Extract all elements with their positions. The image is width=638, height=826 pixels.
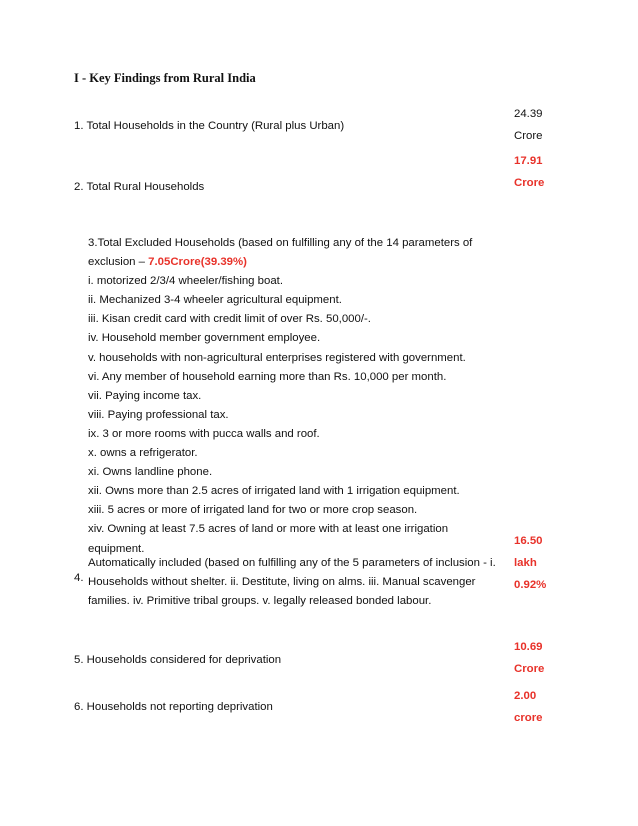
item2-value — [514, 150, 544, 194]
param-item: xii. Owns more than 2.5 acres of irrigated land with 1 irrigation equipment. — [88, 485, 460, 498]
item5-value — [514, 636, 544, 680]
item5-text: 5. Households considered for deprivation — [74, 654, 282, 666]
param-item: xiii. 5 acres or more of irrigated land for two or more crop season. — [88, 504, 418, 517]
section-heading: I - Key Findings from Rural India — [74, 71, 256, 85]
param-item: iv. Household member government employee. — [88, 332, 321, 345]
item6-value-unit: crore — [514, 712, 543, 724]
param-item: vi. Any member of household earning more than Rs. 10,000 per month. — [88, 370, 447, 383]
item1-value-number: 24.39 — [514, 108, 543, 120]
item5-value-unit: Crore — [514, 663, 545, 675]
item6-text: 6. Households not reporting deprivation — [74, 701, 273, 713]
item5-value-number: 10.69 — [514, 641, 543, 653]
item4-value — [514, 530, 546, 596]
param-item: v. households with non-agricultural enterprises registered with government. — [88, 351, 466, 364]
item4-text: Automatically included (based on fulfilling any of the 5 parameters of inclusion - i. Households without shelter. ii. Destitute, living on alms. iii. Manual scavenger families. iv. Primitive tribal groups. v. legally released bonded labour. — [88, 557, 496, 607]
param-item: iii. Kisan credit card with credit limit of over Rs. 50,000/-. — [88, 313, 371, 326]
item3-block — [88, 234, 508, 559]
param-item: ii. Mechanized 3-4 wheeler agricultural equipment. — [88, 294, 342, 307]
item2-text: 2. Total Rural Households — [74, 181, 205, 193]
param-item: x. owns a refrigerator. — [88, 447, 198, 460]
param-item: vii. Paying income tax. — [88, 389, 202, 402]
item3-exclusion-label: exclusion – — [88, 256, 149, 269]
item4-value-number: 16.50 — [514, 535, 543, 547]
item2-value-unit: Crore — [514, 177, 545, 189]
param-item: i. motorized 2/3/4 wheeler/fishing boat. — [88, 275, 284, 288]
item1-value-unit: Crore — [514, 130, 543, 142]
item3-exclusion-value: 7.05Crore(39.39%) — [148, 256, 247, 269]
item4-value-percent: 0.92% — [514, 579, 547, 591]
param-item: ix. 3 or more rooms with pucca walls and roof. — [88, 427, 320, 440]
param-item: xi. Owns landline phone. — [88, 466, 213, 479]
param-item: viii. Paying professional tax. — [88, 408, 229, 421]
item3-line2 — [88, 253, 508, 272]
item1-value — [514, 103, 543, 147]
item2-value-number: 17.91 — [514, 155, 543, 167]
item6-value — [514, 685, 543, 729]
item6-value-number: 2.00 — [514, 690, 537, 702]
item3-line1: 3.Total Excluded Households (based on fulfilling any of the 14 parameters of — [88, 237, 473, 249]
item4-number: 4. — [74, 572, 84, 584]
item1-text: 1. Total Households in the Country (Rural plus Urban) — [74, 120, 345, 132]
item4-value-unit: lakh — [514, 557, 537, 569]
param-item: xiv. Owning at least 7.5 acres of land or more with at least one irrigation equipment. — [88, 523, 449, 555]
